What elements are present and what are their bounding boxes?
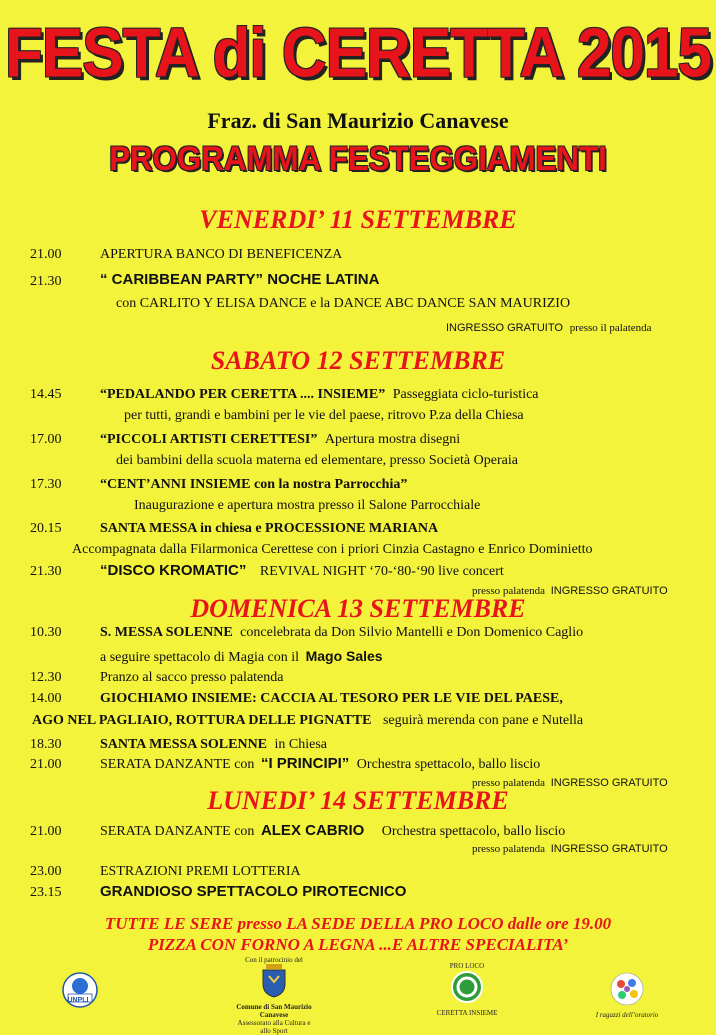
event-time: 23.15 xyxy=(30,885,62,900)
coat-of-arms-icon xyxy=(260,964,288,998)
event-time: 14.45 xyxy=(30,387,62,402)
comune-logo xyxy=(232,956,316,1035)
program-heading: PROGRAMMA FESTEGGIAMENTI xyxy=(109,140,607,178)
poster-title: FESTA di CERETTA 2015 xyxy=(5,14,711,93)
event-time: 17.00 xyxy=(30,432,62,447)
oratorio-label: I ragazzi dell’oratorio xyxy=(595,1011,659,1019)
venue-label: presso palatenda xyxy=(472,585,545,597)
event-name: “DISCO KROMATIC” xyxy=(100,562,247,579)
event-title xyxy=(100,432,460,448)
event-detail: con CARLITO Y ELISA DANCE e la DANCE ABC DANCE SAN MAURIZIO xyxy=(116,296,571,311)
ingresso-gratuito-label: INGRESSO GRATUITO xyxy=(550,585,668,597)
event-title xyxy=(100,625,583,641)
guest-name: “I PRINCIPI” xyxy=(260,755,350,772)
event-title: APERTURA BANCO DI BENEFICENZA xyxy=(100,247,343,262)
guest-name: ALEX CABRIO xyxy=(260,822,365,839)
guest-name: Mago Sales xyxy=(305,648,383,664)
venue-label: presso palatenda xyxy=(472,843,545,855)
event-time: 18.30 xyxy=(30,737,62,752)
venue-label: presso palatenda xyxy=(472,777,545,789)
event-time: 20.15 xyxy=(30,521,62,536)
event-time: 21.30 xyxy=(30,564,62,579)
event-title xyxy=(100,737,327,753)
event-title: SANTA MESSA in chiesa e PROCESSIONE MARIANA xyxy=(100,521,439,536)
event-title: GIOCHIAMO INSIEME: CACCIA AL TESORO PER LE VIE DEL PAESE, xyxy=(100,691,563,706)
patrocinio-label: Con il patrocinio del xyxy=(245,956,303,964)
event-title xyxy=(100,387,539,403)
event-desc: a seguire spettacolo di Magia con il xyxy=(100,650,300,665)
ceretta-insieme-label: CERETTA INSIEME xyxy=(436,1009,498,1017)
unpli-label: UNPLI xyxy=(67,997,89,1004)
day-heading-domenica: DOMENICA 13 SETTEMBRE xyxy=(190,594,526,623)
proloco-label: PRO LOCO xyxy=(449,962,485,970)
event-name: “PEDALANDO PER CERETTA .... INSIEME” xyxy=(100,387,386,402)
event-time: 21.30 xyxy=(30,274,62,289)
event-detail: Accompagnata dalla Filarmonica Cerettese con i priori Cinzia Castagno e Enrico Dominietto xyxy=(72,542,593,557)
ingresso-gratuito-label: INGRESSO GRATUITO xyxy=(550,777,668,789)
event-name: “PICCOLI ARTISTI CERETTESI” xyxy=(100,432,318,447)
event-desc: seguirà merenda con pane e Nutella xyxy=(382,713,584,728)
event-title: GRANDIOSO SPETTACOLO PIROTECNICO xyxy=(100,883,407,900)
unpli-logo xyxy=(60,972,100,1013)
event-time: 14.00 xyxy=(30,691,62,706)
event-time: 12.30 xyxy=(30,670,62,685)
oratorio-logo xyxy=(592,972,662,1019)
event-time: 21.00 xyxy=(30,247,62,262)
event-note xyxy=(446,322,652,334)
event-desc: SERATA DANZANTE con xyxy=(100,757,255,772)
day-heading-venerdi: VENERDI’ 11 SETTEMBRE xyxy=(199,205,517,234)
venue-label: presso il palatenda xyxy=(569,322,652,334)
assessorato-label: Assessorato alla Cultura e allo Sport xyxy=(237,1019,311,1035)
event-time: 21.00 xyxy=(30,824,62,839)
ingresso-gratuito-label: INGRESSO GRATUITO xyxy=(446,322,563,334)
event-time: 21.00 xyxy=(30,757,62,772)
proloco-emblem-icon xyxy=(450,970,484,1004)
poster-subtitle: Fraz. di San Maurizio Canavese xyxy=(207,108,509,133)
event-title: Pranzo al sacco presso palatenda xyxy=(100,670,284,685)
event-title: “CENT’ANNI INSIEME con la nostra Parrocchia” xyxy=(100,477,408,492)
oratorio-emblem-icon xyxy=(610,972,644,1006)
event-detail: Inaugurazione e apertura mostra presso il Salone Parrocchiale xyxy=(134,498,481,513)
event-detail xyxy=(32,713,583,729)
event-desc: REVIVAL NIGHT ‘70-‘80-‘90 live concert xyxy=(259,564,504,579)
day-heading-lunedi: LUNEDI’ 14 SETTEMBRE xyxy=(207,786,509,815)
event-note xyxy=(472,843,668,855)
event-desc: Orchestra spettacolo, ballo liscio xyxy=(381,824,566,839)
event-desc: Orchestra spettacolo, ballo liscio xyxy=(356,757,541,772)
event-desc: Passeggiata ciclo-turistica xyxy=(392,387,539,402)
comune-label: Comune di San Maurizio Canavese xyxy=(236,1003,312,1019)
event-name: AGO NEL PAGLIAIO, ROTTURA DELLE PIGNATTE xyxy=(32,713,372,728)
event-time: 10.30 xyxy=(30,625,62,640)
event-time: 17.30 xyxy=(30,477,62,492)
event-name: S. MESSA SOLENNE xyxy=(100,625,233,640)
event-title xyxy=(100,755,540,773)
event-title: ESTRAZIONI PREMI LOTTERIA xyxy=(100,864,301,879)
footer-line-1: TUTTE LE SERE presso LA SEDE DELLA PRO LOCO dalle ore 19.00 xyxy=(104,914,612,933)
event-detail: per tutti, grandi e bambini per le vie del paese, ritrovo P.za della Chiesa xyxy=(124,408,524,423)
event-title xyxy=(100,822,565,840)
event-title xyxy=(100,562,504,580)
event-desc: Apertura mostra disegni xyxy=(324,432,461,447)
event-desc: concelebrata da Don Silvio Mantelli e Don Domenico Caglio xyxy=(240,625,584,640)
event-desc: in Chiesa xyxy=(274,737,328,752)
ingresso-gratuito-label: INGRESSO GRATUITO xyxy=(550,843,668,855)
event-detail xyxy=(100,648,383,666)
day-heading-sabato: SABATO 12 SETTEMBRE xyxy=(210,346,506,375)
event-detail: dei bambini della scuola materna ed elementare, presso Società Operaia xyxy=(116,453,518,468)
event-title: “ CARIBBEAN PARTY” NOCHE LATINA xyxy=(100,271,380,288)
proloco-logo xyxy=(432,962,502,1017)
event-time: 23.00 xyxy=(30,864,62,879)
footer-line-2: PIZZA CON FORNO A LEGNA ...E ALTRE SPECIALITA’ xyxy=(147,935,569,954)
event-desc: SERATA DANZANTE con xyxy=(100,824,255,839)
event-name: SANTA MESSA SOLENNE xyxy=(100,737,268,752)
